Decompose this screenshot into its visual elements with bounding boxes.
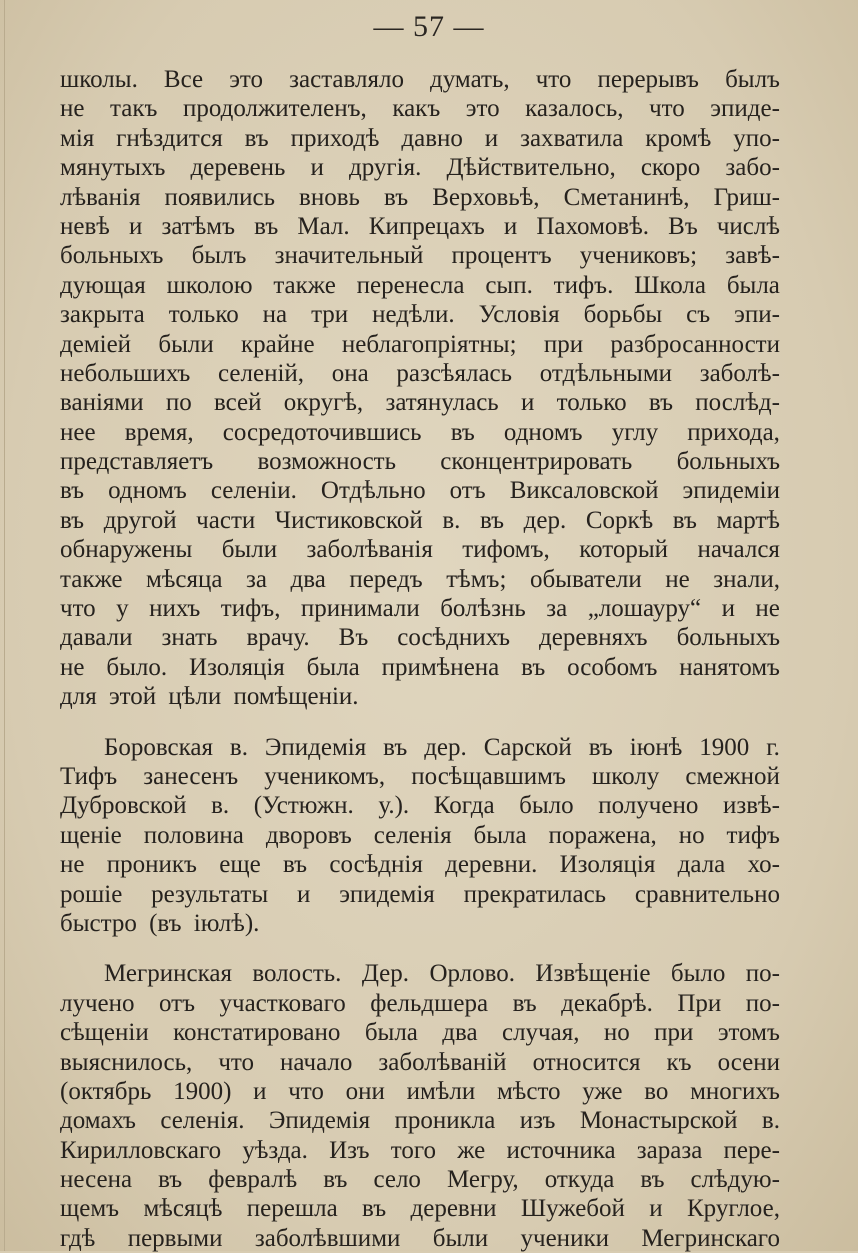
text-line: невѣ и затѣмъ въ Мал. Кипрецахъ и Пахомовѣ. Въ числѣ [60,212,780,240]
text-line: не такъ продолжителенъ, какъ это казалось, что эпиде- [60,95,780,123]
paragraph-gap [60,712,780,733]
text-line: небольшихъ селеній, она разсѣялась отдѣльными заболѣ- [60,359,780,387]
text-line: что у нихъ тифъ, принимали болѣзнь за „лошауру“ и не [60,595,780,623]
text-line: обнаружены были заболѣванія тифомъ, который начался [60,536,780,564]
body-text [60,65,780,1253]
paragraph [60,65,780,712]
text-line: Мегринская волость. Дер. Орлово. Извѣщеніе было по- [104,960,780,988]
text-line: быстро (въ іюлѣ). [60,909,260,937]
text-line: представляетъ возможность сконцентрировать больныхъ [60,448,780,476]
text-line: нее время, сосредоточившись въ одномъ углу прихода, [60,418,780,446]
text-line: гдѣ первыми заболѣвшими были ученики Мегринскаго [60,1224,780,1252]
paragraph [60,959,780,1253]
text-line: деміей были крайне неблагопріятны; при разбросанности [60,330,780,358]
text-line: также мѣсяца за два передъ тѣмъ; обыватели не знали, [60,565,780,593]
text-line: щеніе половина дворовъ селенія была поражена, но тифъ [60,821,780,849]
text-line: Кирилловскаго уѣзда. Изъ того же источника зараза пере- [60,1136,780,1164]
page-number: — 57 — [373,10,485,43]
text-line: Боровская в. Эпидемія въ дер. Сарской въ іюнѣ 1900 г. [104,733,780,761]
text-line: ваніями по всей округѣ, затянулась и только въ послѣд- [60,389,780,417]
text-line: лѣванія появились вновь въ Верховьѣ, Сметанинѣ, Гриш- [60,183,780,211]
text-line: выяснилось, что начало заболѣваній относится къ осени [60,1048,780,1076]
text-line: Тифъ занесенъ ученикомъ, посѣщавшимъ школу смежной [60,762,780,790]
text-line: лучено отъ участковаго фельдшера въ декабрѣ. При по- [60,989,780,1017]
text-line: домахъ селенія. Эпидемія проникла изъ Монастырской в. [60,1107,780,1135]
text-line: закрыта только на три недѣли. Условія борьбы съ эпи- [60,301,780,329]
text-line: (октябрь 1900) и что они имѣли мѣсто уже во многихъ [60,1077,780,1105]
page-edge [4,0,5,1251]
text-line: больныхъ былъ значительный процентъ учениковъ; завѣ- [60,242,780,270]
text-line: дующая школою также перенесла сып. тифъ. Школа была [60,271,780,299]
text-line: мянутыхъ деревень и другія. Дѣйствительно, скоро забо- [60,154,780,182]
text-line: щемъ мѣсяцѣ перешла въ деревни Шужебой и Круглое, [60,1195,780,1223]
text-line: мія гнѣздится въ приходѣ давно и захватила кромѣ упо- [60,124,780,152]
text-line: школы. Все это заставляло думать, что перерывъ былъ [60,66,780,93]
text-line: не было. Изоляція была примѣнена въ особомъ нанятомъ [60,653,780,681]
text-line: для этой цѣли помѣщеніи. [60,683,359,711]
text-line: давали знать врачу. Въ сосѣднихъ деревняхъ больныхъ [60,624,780,652]
text-line: въ другой части Чистиковской в. въ дер. Соркѣ въ мартѣ [60,506,780,534]
text-line: сѣщеніи констатировано была два случая, но при этомъ [60,1019,780,1047]
text-line: не проникъ еще въ сосѣднія деревни. Изоляція дала хо- [60,851,780,879]
text-line: рошіе результаты и эпидемія прекратилась сравнительно [60,880,780,908]
text-line: Дубровской в. (Устюжн. у.). Когда было получено извѣ- [60,792,780,820]
paragraph-gap [60,938,780,959]
text-line: несена въ февралѣ въ село Мегру, откуда въ слѣдую- [60,1166,780,1194]
paragraph [60,733,780,939]
text-line: въ одномъ селеніи. Отдѣльно отъ Виксаловской эпидеміи [60,477,780,505]
